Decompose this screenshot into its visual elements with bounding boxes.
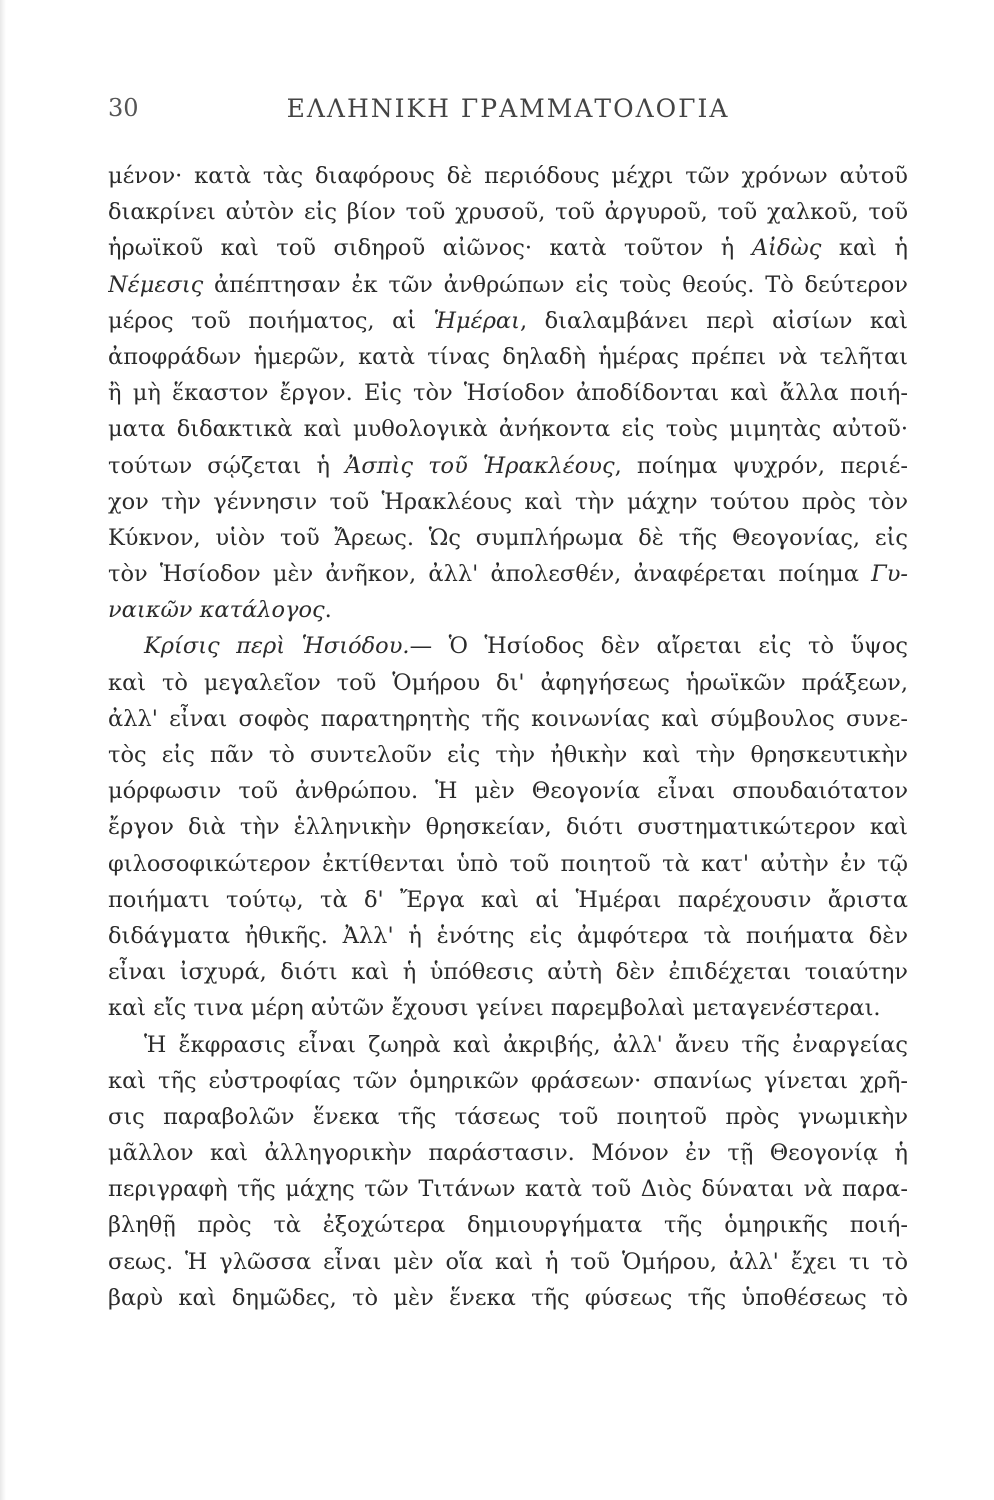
text-segment: .: [324, 597, 332, 624]
text-line: [108, 1135, 908, 1171]
text-line: [108, 592, 908, 628]
text-line: [108, 194, 908, 230]
text-line: [108, 809, 908, 845]
text-segment: τὸς εἰς πᾶν τὸ συντελοῦν εἰς τὴν ἠθικὴν καὶ τὴν θρησκευτικὴν: [108, 742, 908, 768]
text-line: [108, 918, 908, 954]
text-line: [108, 737, 908, 773]
text-segment: , ποίημα ψυχρόν, περιέ-: [614, 452, 908, 479]
page-edge-shadow: [0, 0, 6, 1500]
italic-segment: Νέμεσις: [108, 271, 204, 298]
text-segment: ποιήματι τούτῳ, τὰ δ' Ἔργα καὶ αἱ Ἡμέραι παρέχουσιν ἄριστα: [108, 886, 908, 913]
text-segment: καὶ τὸ μεγαλεῖον τοῦ Ὁμήρου δι' ἀφηγήσεως ἡρωϊκῶν πράξεων,: [108, 669, 908, 696]
text-line: [108, 158, 908, 194]
italic-segment: Αἰδὼς: [751, 235, 822, 262]
text-line: [108, 1171, 908, 1207]
text-segment: καὶ ἡ: [821, 235, 908, 262]
text-segment: ἀπέπτησαν ἐκ τῶν ἀνθρώπων εἰς τοὺς θεούς. Τὸ δεύτερον: [203, 271, 908, 298]
body-text: [108, 158, 908, 1316]
italic-segment: Κρίσις περὶ Ἡσιόδου.: [144, 633, 410, 660]
text-segment: περιγραφὴ τῆς μάχης τῶν Τιτάνων κατὰ τοῦ Διὸς δύναται νὰ παρα-: [108, 1176, 908, 1203]
text-segment: χον τὴν γέννησιν τοῦ Ἡρακλέους καὶ τὴν μάχην τούτου πρὸς τὸν: [108, 488, 908, 515]
text-line: [108, 665, 908, 701]
text-line: [108, 628, 908, 664]
italic-segment: Ἀσπὶς τοῦ Ἡρακλέους: [345, 452, 615, 479]
text-segment: Ἡ ἔκφρασις εἶναι ζωηρὰ καὶ ἀκριβής, ἀλλ' ἄνευ τῆς ἐναργείας: [144, 1031, 908, 1058]
text-segment: , διαλαμβάνει περὶ αἰσίων καὶ: [519, 307, 908, 334]
text-line: [108, 1063, 908, 1099]
text-segment: βληθῇ πρὸς τὰ ἐξοχώτερα δημιουργήματα τῆς ὁμηρικῆς ποιή-: [108, 1212, 908, 1239]
text-segment: καὶ εἴς τινα μέρη αὐτῶν ἔχουσι γείνει παρεμβολαὶ μεταγενέστεραι.: [108, 995, 881, 1022]
text-line: [108, 882, 908, 918]
text-line: [108, 556, 908, 592]
text-segment: ματα διδακτικὰ καὶ μυθολογικὰ ἀνήκοντα εἰς τοὺς μιμητὰς αὐτοῦ·: [108, 416, 908, 443]
text-line: [108, 1280, 908, 1316]
text-line: [108, 230, 908, 266]
text-line: [108, 990, 908, 1026]
text-segment: φιλοσοφικώτερον ἐκτίθενται ὑπὸ τοῦ ποιητοῦ τὰ κατ' αὐτὴν ἐν τῷ: [108, 850, 908, 877]
text-segment: εἶναι ἰσχυρά, διότι καὶ ἡ ὑπόθεσις αὐτὴ δὲν ἐπιδέχεται τοιαύτην: [108, 959, 908, 986]
text-segment: ἡρωϊκοῦ καὶ τοῦ σιδηροῦ αἰῶνος· κατὰ τοῦτον ἡ: [108, 235, 752, 262]
text-segment: ἢ μὴ ἕκαστον ἔργον. Εἰς τὸν Ἡσίοδον ἀποδίδονται καὶ ἄλλα ποιή-: [108, 380, 908, 407]
text-segment: μᾶλλον καὶ ἀλληγορικὴν παράστασιν. Μόνον ἐν τῇ Θεογονίᾳ ἡ: [108, 1140, 908, 1167]
text-segment: σεως. Ἡ γλῶσσα εἶναι μὲν οἵα καὶ ἡ τοῦ Ὁμήρου, ἀλλ' ἔχει τι τὸ: [108, 1248, 908, 1275]
text-line: [108, 303, 908, 339]
text-line: [108, 1099, 908, 1135]
text-segment: ἀποφράδων ἡμερῶν, κατὰ τίνας δηλαδὴ ἡμέρας πρέπει νὰ τελῆται: [108, 343, 908, 370]
text-line: [108, 1207, 908, 1243]
text-line: [108, 484, 908, 520]
text-segment: Κύκνον, υἱὸν τοῦ Ἄρεως. Ὡς συμπλήρωμα δὲ τῆς Θεογονίας, εἰς: [108, 524, 908, 551]
text-line: [108, 520, 908, 556]
text-line: [108, 339, 908, 375]
italic-segment: Ἡμέραι: [433, 307, 520, 334]
text-line: [108, 448, 908, 484]
italic-segment: ναικῶν κατάλογος: [108, 597, 325, 624]
text-line: [108, 1244, 908, 1280]
text-segment: — Ὁ Ἡσίοδος δὲν αἴρεται εἰς τὸ ὕψος: [409, 633, 908, 660]
text-segment: διδάγματα ἠθικῆς. Ἀλλ' ἡ ἑνότης εἰς ἀμφότερα τὰ ποιήματα δὲν: [108, 922, 908, 949]
text-line: [108, 375, 908, 411]
text-segment: καὶ τῆς εὐστροφίας τῶν ὁμηρικῶν φράσεων· σπανίως γίνεται χρῆ-: [108, 1067, 908, 1094]
text-segment: μόρφωσιν τοῦ ἀνθρώπου. Ἡ μὲν Θεογονία εἶναι σπουδαιότατον: [108, 778, 908, 805]
text-segment: τούτων σῴζεται ἡ: [108, 452, 346, 479]
page-header: [108, 94, 908, 128]
text-segment: μέρος τοῦ ποιήματος, αἱ: [108, 307, 434, 334]
page-number: 30: [108, 94, 139, 122]
text-line: [108, 954, 908, 990]
text-segment: μένον· κατὰ τὰς διαφόρους δὲ περιόδους μέχρι τῶν χρόνων αὐτοῦ: [108, 163, 908, 189]
text-line: [108, 846, 908, 882]
italic-segment: Γυ-: [871, 561, 908, 588]
text-line: [108, 1027, 908, 1063]
text-line: [108, 773, 908, 809]
text-segment: βαρὺ καὶ δημῶδες, τὸ μὲν ἕνεκα τῆς φύσεως τῆς ὑποθέσεως τὸ: [108, 1284, 908, 1311]
text-line: [108, 411, 908, 447]
text-segment: ἔργον διὰ τὴν ἑλληνικὴν θρησκείαν, διότι συστηματικώτερον καὶ: [108, 814, 908, 841]
text-line: [108, 267, 908, 303]
text-segment: διακρίνει αὐτὸν εἰς βίον τοῦ χρυσοῦ, τοῦ ἀργυροῦ, τοῦ χαλκοῦ, τοῦ: [108, 199, 908, 226]
text-line: [108, 701, 908, 737]
text-segment: ἀλλ' εἶναι σοφὸς παρατηρητὴς τῆς κοινωνίας καὶ σύμβουλος συνε-: [108, 705, 908, 732]
text-segment: σις παραβολῶν ἕνεκα τῆς τάσεως τοῦ ποιητοῦ πρὸς γνωμικὴν: [108, 1103, 908, 1130]
running-title: ΕΛΛΗΝΙΚΗ ΓΡΑΜΜΑΤΟΛΟΓΙΑ: [286, 94, 730, 123]
text-segment: τὸν Ἡσίοδον μὲν ἀνῆκον, ἀλλ' ἀπολεσθέν, ἀναφέρεται ποίημα: [108, 561, 872, 588]
